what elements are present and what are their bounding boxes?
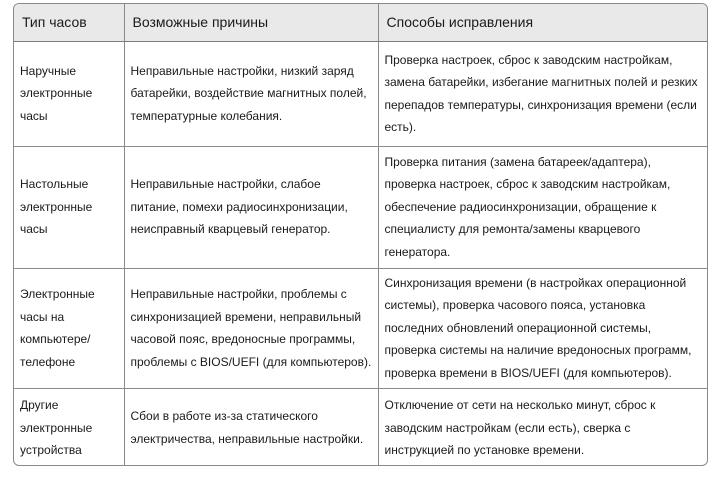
table-header-row (14, 4, 707, 41)
fixes-cell: Проверка настроек, сброс к заводским настройкам, замена батарейки, избегание магнитных полей и резких перепадов температуры, синхронизация времени (если есть). (378, 41, 707, 146)
clock-type-cell: Наручные электронные часы (14, 41, 124, 146)
table-row (14, 388, 707, 466)
header-fix-methods: Способы исправления (378, 4, 707, 41)
clock-troubleshooting-table-wrapper (13, 3, 708, 466)
header-clock-type: Тип часов (14, 4, 124, 41)
clock-type-cell: Электронные часы на компьютере/ телефоне (14, 268, 124, 388)
table-row (14, 146, 707, 268)
clock-troubleshooting-table (14, 4, 707, 466)
table-row (14, 41, 707, 146)
fixes-cell: Отключение от сети на несколько минут, сброс к заводским настройкам (если есть), сверка с инструкцией по установке времени. (384, 398, 656, 457)
table-row (14, 268, 707, 388)
clock-type-cell: Настольные электронные часы (14, 146, 124, 268)
causes-cell: Неправильные настройки, слабое питание, помехи радиосинхронизации, неисправный кварцевый генератор. (124, 146, 378, 268)
causes-cell: Неправильные настройки, низкий заряд батарейки, воздействие магнитных полей, температурные колебания. (124, 41, 378, 146)
fixes-cell: Проверка питания (замена батареек/адаптера), проверка настроек, сброс к заводским настройкам, обеспечение радиосинхронизации, обращение к специалисту для ремонта/замены кварцевого генератора. (378, 146, 707, 268)
fixes-cell: Синхронизация времени (в настройках операционной системы), проверка часового пояса, установка последних обновлений операционной системы, проверка системы на наличие вредоносных программ, проверка времени в BIOS/UEFI (для компьютеров). (378, 268, 707, 388)
causes-cell: Сбои в работе из-за статического электричества, неправильные настройки. (124, 388, 378, 466)
header-possible-causes: Возможные причины (124, 4, 378, 41)
clock-type-cell: Другие электронные устройства (14, 388, 124, 466)
causes-cell: Неправильные настройки, проблемы с синхронизацией времени, неправильный часовой пояс, вредоносные программы, проблемы с BIOS/UEFI (для компьютеров). (124, 268, 378, 388)
